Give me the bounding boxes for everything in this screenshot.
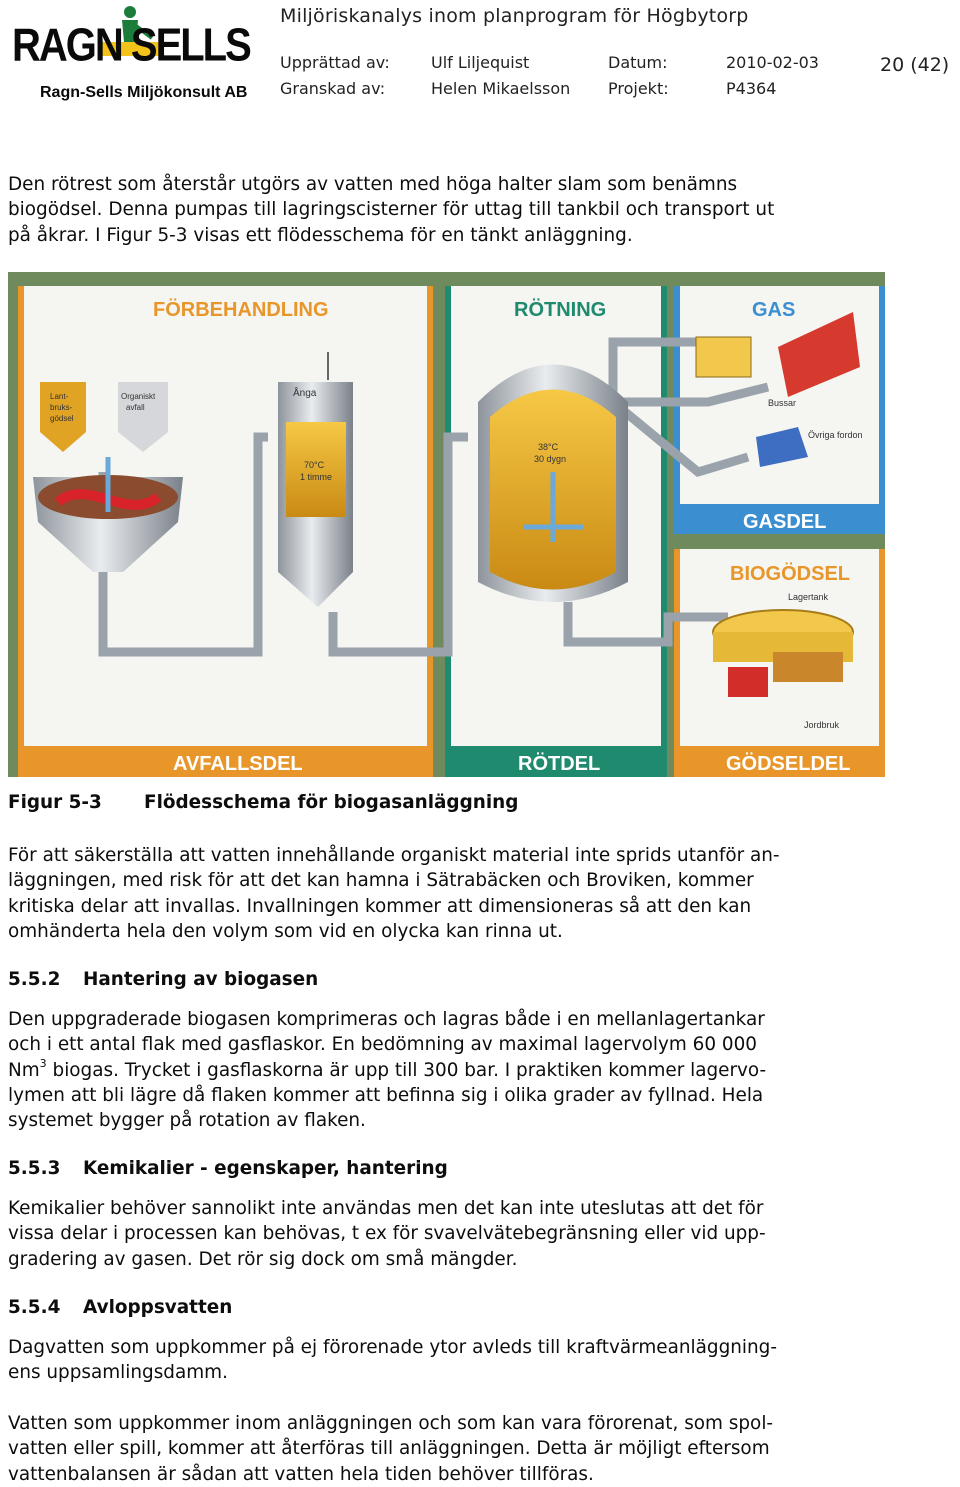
biogodsel-title: BIOGÖDSEL (730, 563, 851, 585)
stormwater-paragraph: Dagvatten som uppkommer på ej förorenade ytor avleds till kraftvärmeanläggning- ens uppsamlingsdamm. (8, 1337, 777, 1384)
containment-paragraph: För att säkerställa att vatten innehållande organiskt material inte sprids utanför an- läggningen, med risk för att det kan hamna i Sätrabäcken och Broviken, kommer kritiska delar att invallas. Invallningen kommer att dimensioneras så att den kan omhänderta hela den volym som vid en olycka kan rinna ut. (8, 845, 780, 942)
gas-storage-icon (696, 337, 751, 377)
logo-subtitle: Ragn-Sells Miljökonsult AB (40, 84, 248, 101)
process-water-paragraph: Vatten som uppkommer inom anläggningen och som kan vara förorenat, som spol- vatten eller spill, kommer att återföras till anläggningen. Detta är möjligt eftersom vattenbalansen är sådan att vatten hela tiden behöver tillföras. (8, 1413, 774, 1485)
prepared-by-value: Ulf Liljequist (431, 53, 530, 72)
godseldel-label: GÖDSELDEL (726, 753, 851, 775)
svg-text:avfall: avfall (126, 403, 145, 412)
page-number: 20 (42) (880, 54, 950, 76)
svg-text:30 dygn: 30 dygn (534, 454, 567, 464)
svg-text:Lant-: Lant- (50, 392, 69, 401)
prepared-by-label: Upprättad av: (280, 53, 390, 72)
figure-number: Figur 5-3 (8, 792, 102, 813)
date-label: Datum: (608, 53, 668, 72)
heading-5-5-3: 5.5.3 Kemikalier - egenskaper, hantering (8, 1158, 448, 1179)
svg-text:Bussar: Bussar (768, 398, 797, 408)
svg-text:Organiskt: Organiskt (121, 392, 156, 401)
biogas-flow-diagram (8, 272, 885, 777)
svg-text:Ånga: Ånga (293, 388, 317, 399)
reviewed-by-value: Helen Mikaelsson (431, 79, 571, 98)
svg-text:Övriga fordon: Övriga fordon (808, 430, 863, 440)
project-value: P4364 (726, 79, 777, 98)
svg-text:70°C: 70°C (304, 460, 325, 470)
rotning-title: RÖTNING (514, 299, 607, 321)
date-value: 2010-02-03 (726, 53, 819, 72)
document-title: Miljöriskanalys inom planprogram för Högbytorp (280, 5, 749, 27)
gas-title: GAS (752, 299, 796, 321)
svg-text:bruks-: bruks- (50, 403, 73, 412)
chemicals-paragraph: Kemikalier behöver sannolikt inte användas men det kan inte uteslutas att det för vissa delar i processen kan behövas, t ex för svavelvätebegränsning eller vid upp- gradering av gasen. Det rör sig dock om små mängder. (8, 1198, 766, 1270)
project-label: Projekt: (608, 79, 669, 98)
forbehandling-title: FÖRBEHANDLING (153, 299, 329, 321)
svg-text:gödsel: gödsel (50, 414, 74, 423)
company-logo (0, 0, 270, 110)
svg-text:Jordbruk: Jordbruk (804, 720, 840, 730)
avfallsdel-label: AVFALLSDEL (173, 753, 303, 775)
figure-caption: Flödesschema för biogasanläggning (144, 792, 519, 813)
svg-text:1 timme: 1 timme (300, 472, 333, 482)
intro-paragraph: Den rötrest som återstår utgörs av vatten med höga halter slam som benämns biogödsel. Denna pumpas till lagringscisterner för uttag till tankbil och transport ut på åkrar. I Figur 5-3 visas ett flödesschema för en tänkt anläggning. (8, 174, 775, 246)
biogas-handling-paragraph: Den uppgraderade biogasen komprimeras och lagras både i en mellanlagertankar och i ett antal flak med gasflaskor. En bedömning av maximal lagervolym 60 000 Nm$^3$ biogas. Trycket i gasflaskorna är upp till 300 bar. I praktiken kommer lagervo- lymen att bli lägre då flaken kommer att befinna sig i olika grader av fyllnad. Hela systemet bygger på rotation av flaken. (8, 1009, 767, 1132)
logo-wordmark: RAGN SELLS (12, 20, 250, 71)
svg-text:Lagertank: Lagertank (788, 592, 829, 602)
svg-text:38°C: 38°C (538, 442, 559, 452)
reviewed-by-label: Granskad av: (280, 79, 386, 98)
gasdel-label: GASDEL (743, 511, 827, 533)
rotdel-label: RÖTDEL (518, 753, 601, 775)
tractor-icon (728, 667, 768, 697)
heading-5-5-2: 5.5.2 Hantering av biogasen (8, 969, 319, 990)
heading-5-5-4: 5.5.4 Avloppsvatten (8, 1297, 233, 1318)
